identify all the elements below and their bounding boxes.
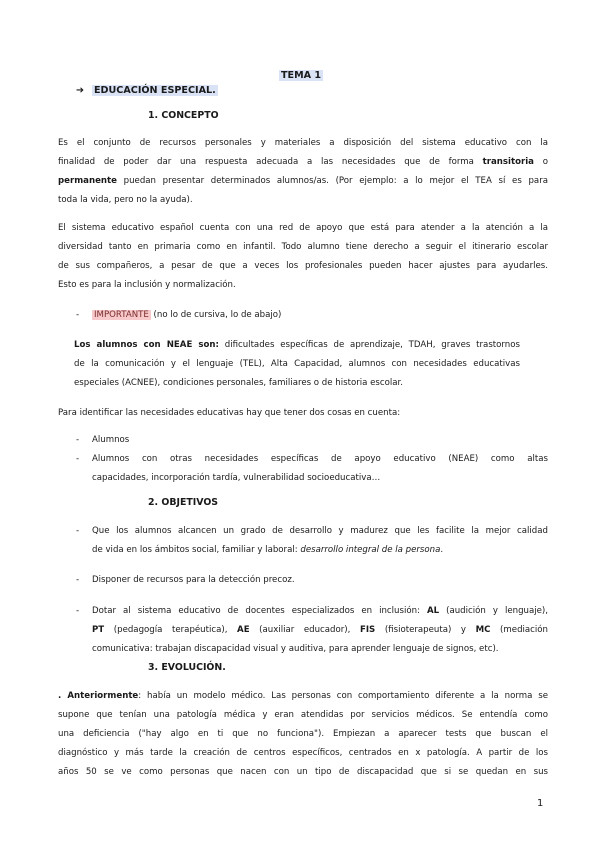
paragraph-line: años 50 se ve como personas que nacen con un tipo de discapacidad que si se quedan en sus xyxy=(58,767,548,777)
list-dash: - xyxy=(76,575,80,585)
paragraph-line: una deficiencia ("hay algo en ti que no funciona"). Empiezan a aparecer tests que buscan el xyxy=(58,729,548,739)
paragraph-line: diagnóstico y más tarde la creación de centros específicos, centrados en x patología. A partir de los xyxy=(58,748,548,758)
paragraph-line: de sus compañeros, a pesar de que a veces los profesionales pueden hacer ajustes para ayudarles. xyxy=(58,261,548,271)
topic-title: TEMA 1 xyxy=(281,70,322,81)
paragraph-line: El sistema educativo español cuenta con una red de apoyo que está para atender a la atención a la xyxy=(58,223,548,233)
section-heading-evolucion: 3. EVOLUCIÓN. xyxy=(148,662,226,673)
important-note: IMPORTANTE (no lo de cursiva, lo de abajo) xyxy=(94,310,282,320)
paragraph-line: toda la vida, pero no la ayuda). xyxy=(58,195,193,205)
list-item: Alumnos xyxy=(92,435,130,445)
heading-arrow-icon: ➔ xyxy=(76,85,85,96)
neae-line: especiales (ACNEE), condiciones personales, familiares o de historia escolar. xyxy=(74,378,404,388)
list-item: Dotar al sistema educativo de docentes especializados en inclusión: AL (audición y lenguaje), xyxy=(92,606,548,616)
list-dash: - xyxy=(76,310,80,320)
paragraph-line: Para identificar las necesidades educativas hay que tener dos cosas en cuenta: xyxy=(58,408,401,418)
section-heading-concepto: 1. CONCEPTO xyxy=(148,110,219,121)
list-item: PT (pedagogía terapéutica), AE (auxiliar educador), FIS (fisioterapeuta) y MC (mediación xyxy=(92,625,548,635)
list-dash: - xyxy=(76,435,80,445)
paragraph-line: . Anteriormente: había un modelo médico. Las personas con comportamiento diferente a la norma se xyxy=(58,691,548,701)
paragraph-line: Es el conjunto de recursos personales y materiales a disposición del sistema educativo con la xyxy=(58,138,548,148)
paragraph-line: diversidad tanto en primaria como en infantil. Todo alumno tiene derecho a seguir el itinerario escolar xyxy=(58,242,548,252)
list-item: Que los alumnos alcancen un grado de desarrollo y madurez que les facilite la mejor calidad xyxy=(92,526,548,536)
section-heading-objetivos: 2. OBJETIVOS xyxy=(148,497,219,508)
important-highlight: IMPORTANTE xyxy=(94,310,149,320)
list-dash: - xyxy=(76,526,80,536)
list-item: de vida en los ámbitos social, familiar y laboral: desarrollo integral de la persona. xyxy=(92,545,444,555)
main-heading: EDUCACIÓN ESPECIAL. xyxy=(94,85,216,96)
paragraph-line: supone que tenían una patología médica y eran atendidas por servicios médicos. Se entendía como xyxy=(58,710,548,720)
paragraph-line: Esto es para la inclusión y normalización. xyxy=(58,280,236,290)
neae-line: Los alumnos con NEAE son: dificultades específicas de aprendizaje, TDAH, graves trastornos xyxy=(74,340,520,350)
page-number: 1 xyxy=(537,798,544,809)
paragraph-line: finalidad de poder dar una respuesta adecuada a las necesidades que de forma transitoria o xyxy=(58,157,548,167)
paragraph-line: permanente puedan presentar determinados alumnos/as. (Por ejemplo: a lo mejor el TEA sí es para xyxy=(58,176,548,186)
list-dash: - xyxy=(76,606,80,616)
list-item: Alumnos con otras necesidades específicas de apoyo educativo (NEAE) como altas xyxy=(92,454,548,464)
list-item: comunicativa: trabajan discapacidad visual y auditiva, para aprender lenguaje de signos, etc). xyxy=(92,644,499,654)
list-dash: - xyxy=(76,454,80,464)
list-item: Disponer de recursos para la detección precoz. xyxy=(92,575,295,585)
list-item: capacidades, incorporación tardía, vulnerabilidad socioeducativa… xyxy=(92,473,381,483)
neae-line: de la comunicación y el lenguaje (TEL), Alta Capacidad, alumnos con necesidades educativas xyxy=(74,359,520,369)
